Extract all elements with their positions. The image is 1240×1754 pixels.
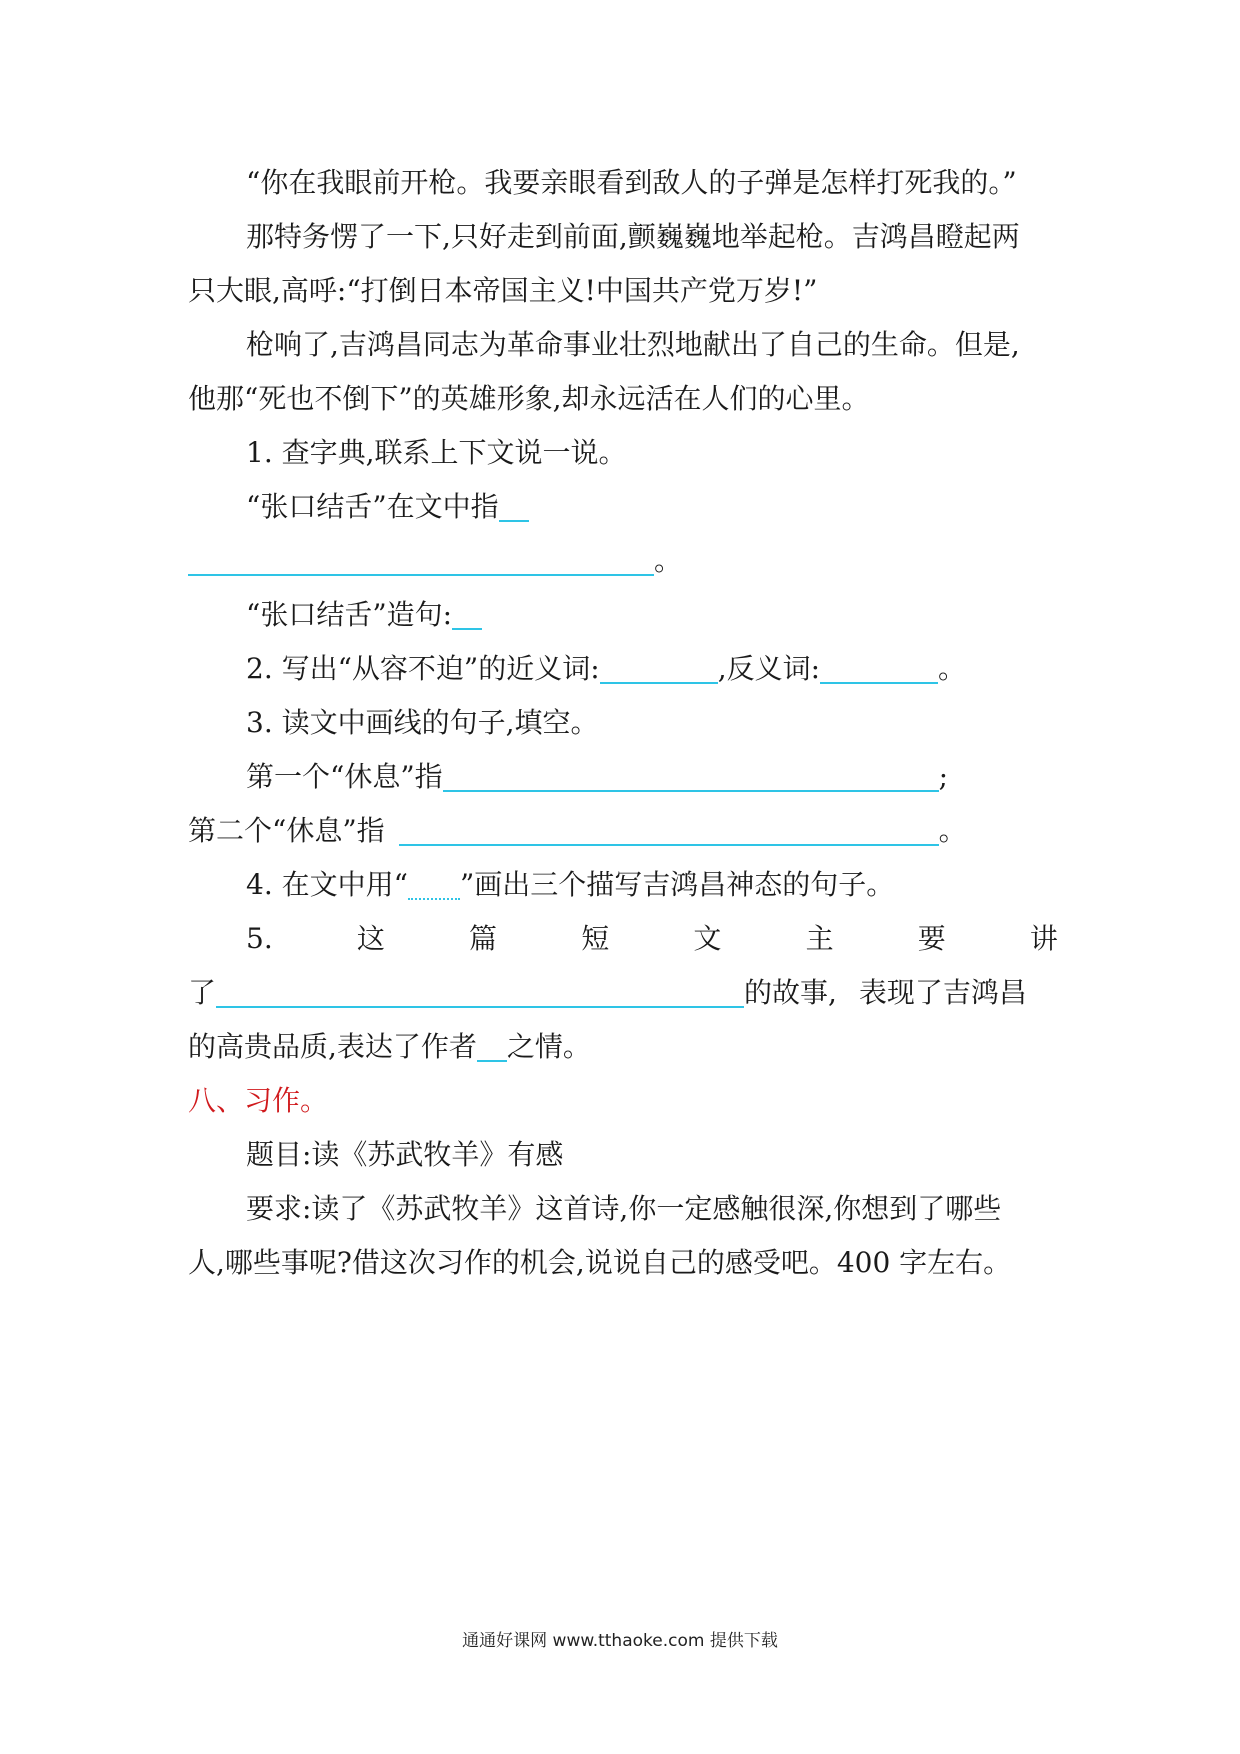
passage-line: “你在我眼前开枪。我要亲眼看到敌人的子弹是怎样打死我的。” [246,166,1017,199]
q5-text: 的故事, [744,976,837,1009]
q5-char: 文 [693,922,722,955]
question-2-label: 2. 写出“从容不迫”的近义词: [246,652,600,685]
semicolon-mark: ; [938,760,949,793]
question-4-label-start: 4. 在文中用“ [246,868,408,901]
passage-line: 只大眼,高呼:“打倒日本帝国主义!中国共产党万岁!” [188,274,818,307]
question-3b [188,804,1058,858]
q5-char: 篇 [469,922,498,955]
question-5-line3 [188,1020,1058,1074]
section-heading-composition: 八、习作。 [188,1084,329,1117]
question-5-line2 [188,966,1058,1020]
composition-topic: 题目:读《苏武牧羊》有感 [246,1138,564,1171]
answer-blank[interactable] [452,594,482,630]
question-2-antonym-label: ,反义词: [717,652,821,685]
composition-requirement: 要求:读了《苏武牧羊》这首诗,你一定感触很深,你想到了哪些 [246,1192,1002,1225]
answer-blank[interactable] [399,810,939,846]
emotion-blank[interactable] [477,1026,507,1062]
question-1a-label: “张口结舌”在文中指 [246,490,499,523]
q5-text: 的高贵品质,表达了作者 [188,1030,477,1063]
q5-char: 主 [805,922,834,955]
question-1a [188,480,1058,534]
q5-char: 5. [246,922,273,955]
q5-char: 这 [356,922,385,955]
q5-text: 之情。 [506,1030,591,1063]
period-mark: 。 [654,544,683,577]
question-2 [188,642,1058,696]
question-4-label-end: ”画出三个描写吉鸿昌神态的句子。 [459,868,895,901]
passage-line: 枪响了,吉鸿昌同志为革命事业壮烈地献出了自己的生命。但是, [246,328,1020,361]
question-4 [188,858,1058,912]
question-1b-label: “张口结舌”造句: [246,598,453,631]
composition-requirement: 人,哪些事呢?借这次习作的机会,说说自己的感受吧。400 字左右。 [188,1246,1012,1279]
passage-line: 他那“死也不倒下”的英雄形象,却永远活在人们的心里。 [188,382,870,415]
question-5-spaced-text [246,912,1058,966]
question-3a-label: 第一个“休息”指 [246,760,443,793]
question-3: 3. 读文中画线的句子,填空。 [246,706,599,739]
question-3a [188,750,1058,804]
question-1: 1. 查字典,联系上下文说一说。 [246,436,627,469]
q5-char: 要 [917,922,946,955]
answer-blank[interactable] [499,486,529,522]
q5-char: 短 [581,922,610,955]
question-1b [188,588,1058,642]
answer-blank[interactable] [443,756,939,792]
question-1a-continued [188,534,1058,588]
footer-source: 通通好课网 www.tthaoke.com 提供下载 [462,1631,778,1651]
period-mark: 。 [938,652,967,685]
wavy-line-marker [408,864,460,900]
question-5 [188,912,1058,966]
antonym-blank[interactable] [820,648,938,684]
q5-text: 表现了吉鸿昌 [858,976,1027,1009]
period-mark: 。 [938,814,967,847]
answer-blank[interactable] [188,540,654,576]
synonym-blank[interactable] [600,648,718,684]
q5-char: 讲 [1029,922,1058,955]
q5-text: 了 [188,976,217,1009]
passage-line: 那特务愣了一下,只好走到前面,颤巍巍地举起枪。吉鸿昌瞪起两 [246,220,1020,253]
question-3b-label: 第二个“休息”指 [188,814,385,847]
story-summary-blank[interactable] [216,972,744,1008]
